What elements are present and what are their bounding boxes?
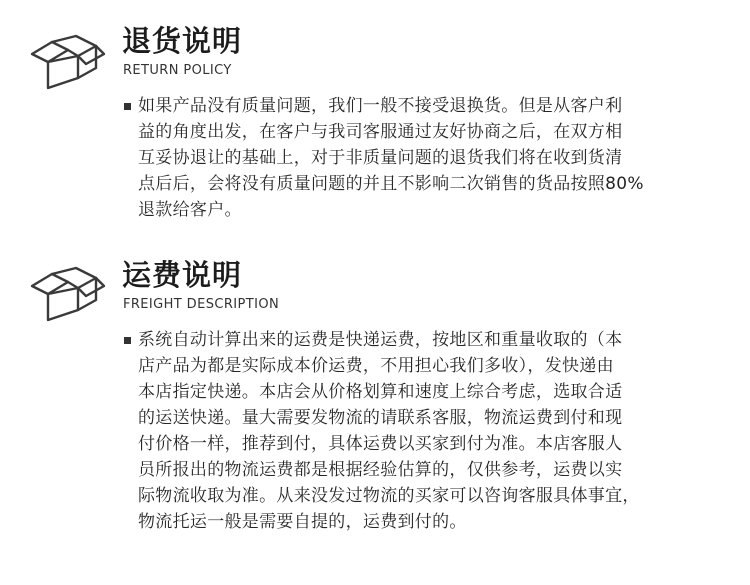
text-line: 店产品为都是实际成本价运费，不用担心我们多收），发快递由 [138,356,614,376]
text-line: 系统自动计算出来的运费是快递运费，按地区和重量收取的（本 [138,330,623,350]
text-line: 互妥协退让的基础上，对于非质量问题的退货我们将在收到货清 [138,148,623,168]
text-line: 点后后，会将没有质量问题的并且不影响二次销售的货品按照80% [138,174,644,194]
bullet-marker [124,337,131,344]
section-subtitle: FREIGHT DESCRIPTION [123,297,280,312]
freight-text [138,327,718,535]
box-icon [26,32,108,92]
text-line: 本店指定快递。本店会从价格划算和速度上综合考虑，选取合适 [138,382,623,402]
section-title: 退货说明 [122,24,243,58]
section-subtitle: RETURN POLICY [123,63,232,78]
box-icon [26,264,108,324]
text-line: 际物流收取为准。从来没发过物流的买家可以咨询客服具体事宜， [138,486,640,506]
text-line: 如果产品没有质量问题，我们一般不接受退换货。但是从客户利 [138,96,623,116]
section-title: 运费说明 [122,258,243,292]
return-policy-text [138,93,718,223]
text-line: 员所报出的物流运费都是根据经验估算的，仅供参考，运费以实 [138,460,623,480]
text-line: 物流托运一般是需要自提的，运费到付的。 [138,512,467,532]
text-line: 付价格一样，推荐到付，具体运费以买家到付为准。本店客服人 [138,434,623,454]
text-line: 益的角度出发，在客户与我司客服通过友好协商之后，在双方相 [138,122,623,142]
text-line: 退款给客户。 [138,200,242,220]
bullet-marker [124,103,131,110]
text-line: 的运送快递。量大需要发物流的请联系客服，物流运费到付和现 [138,408,623,428]
